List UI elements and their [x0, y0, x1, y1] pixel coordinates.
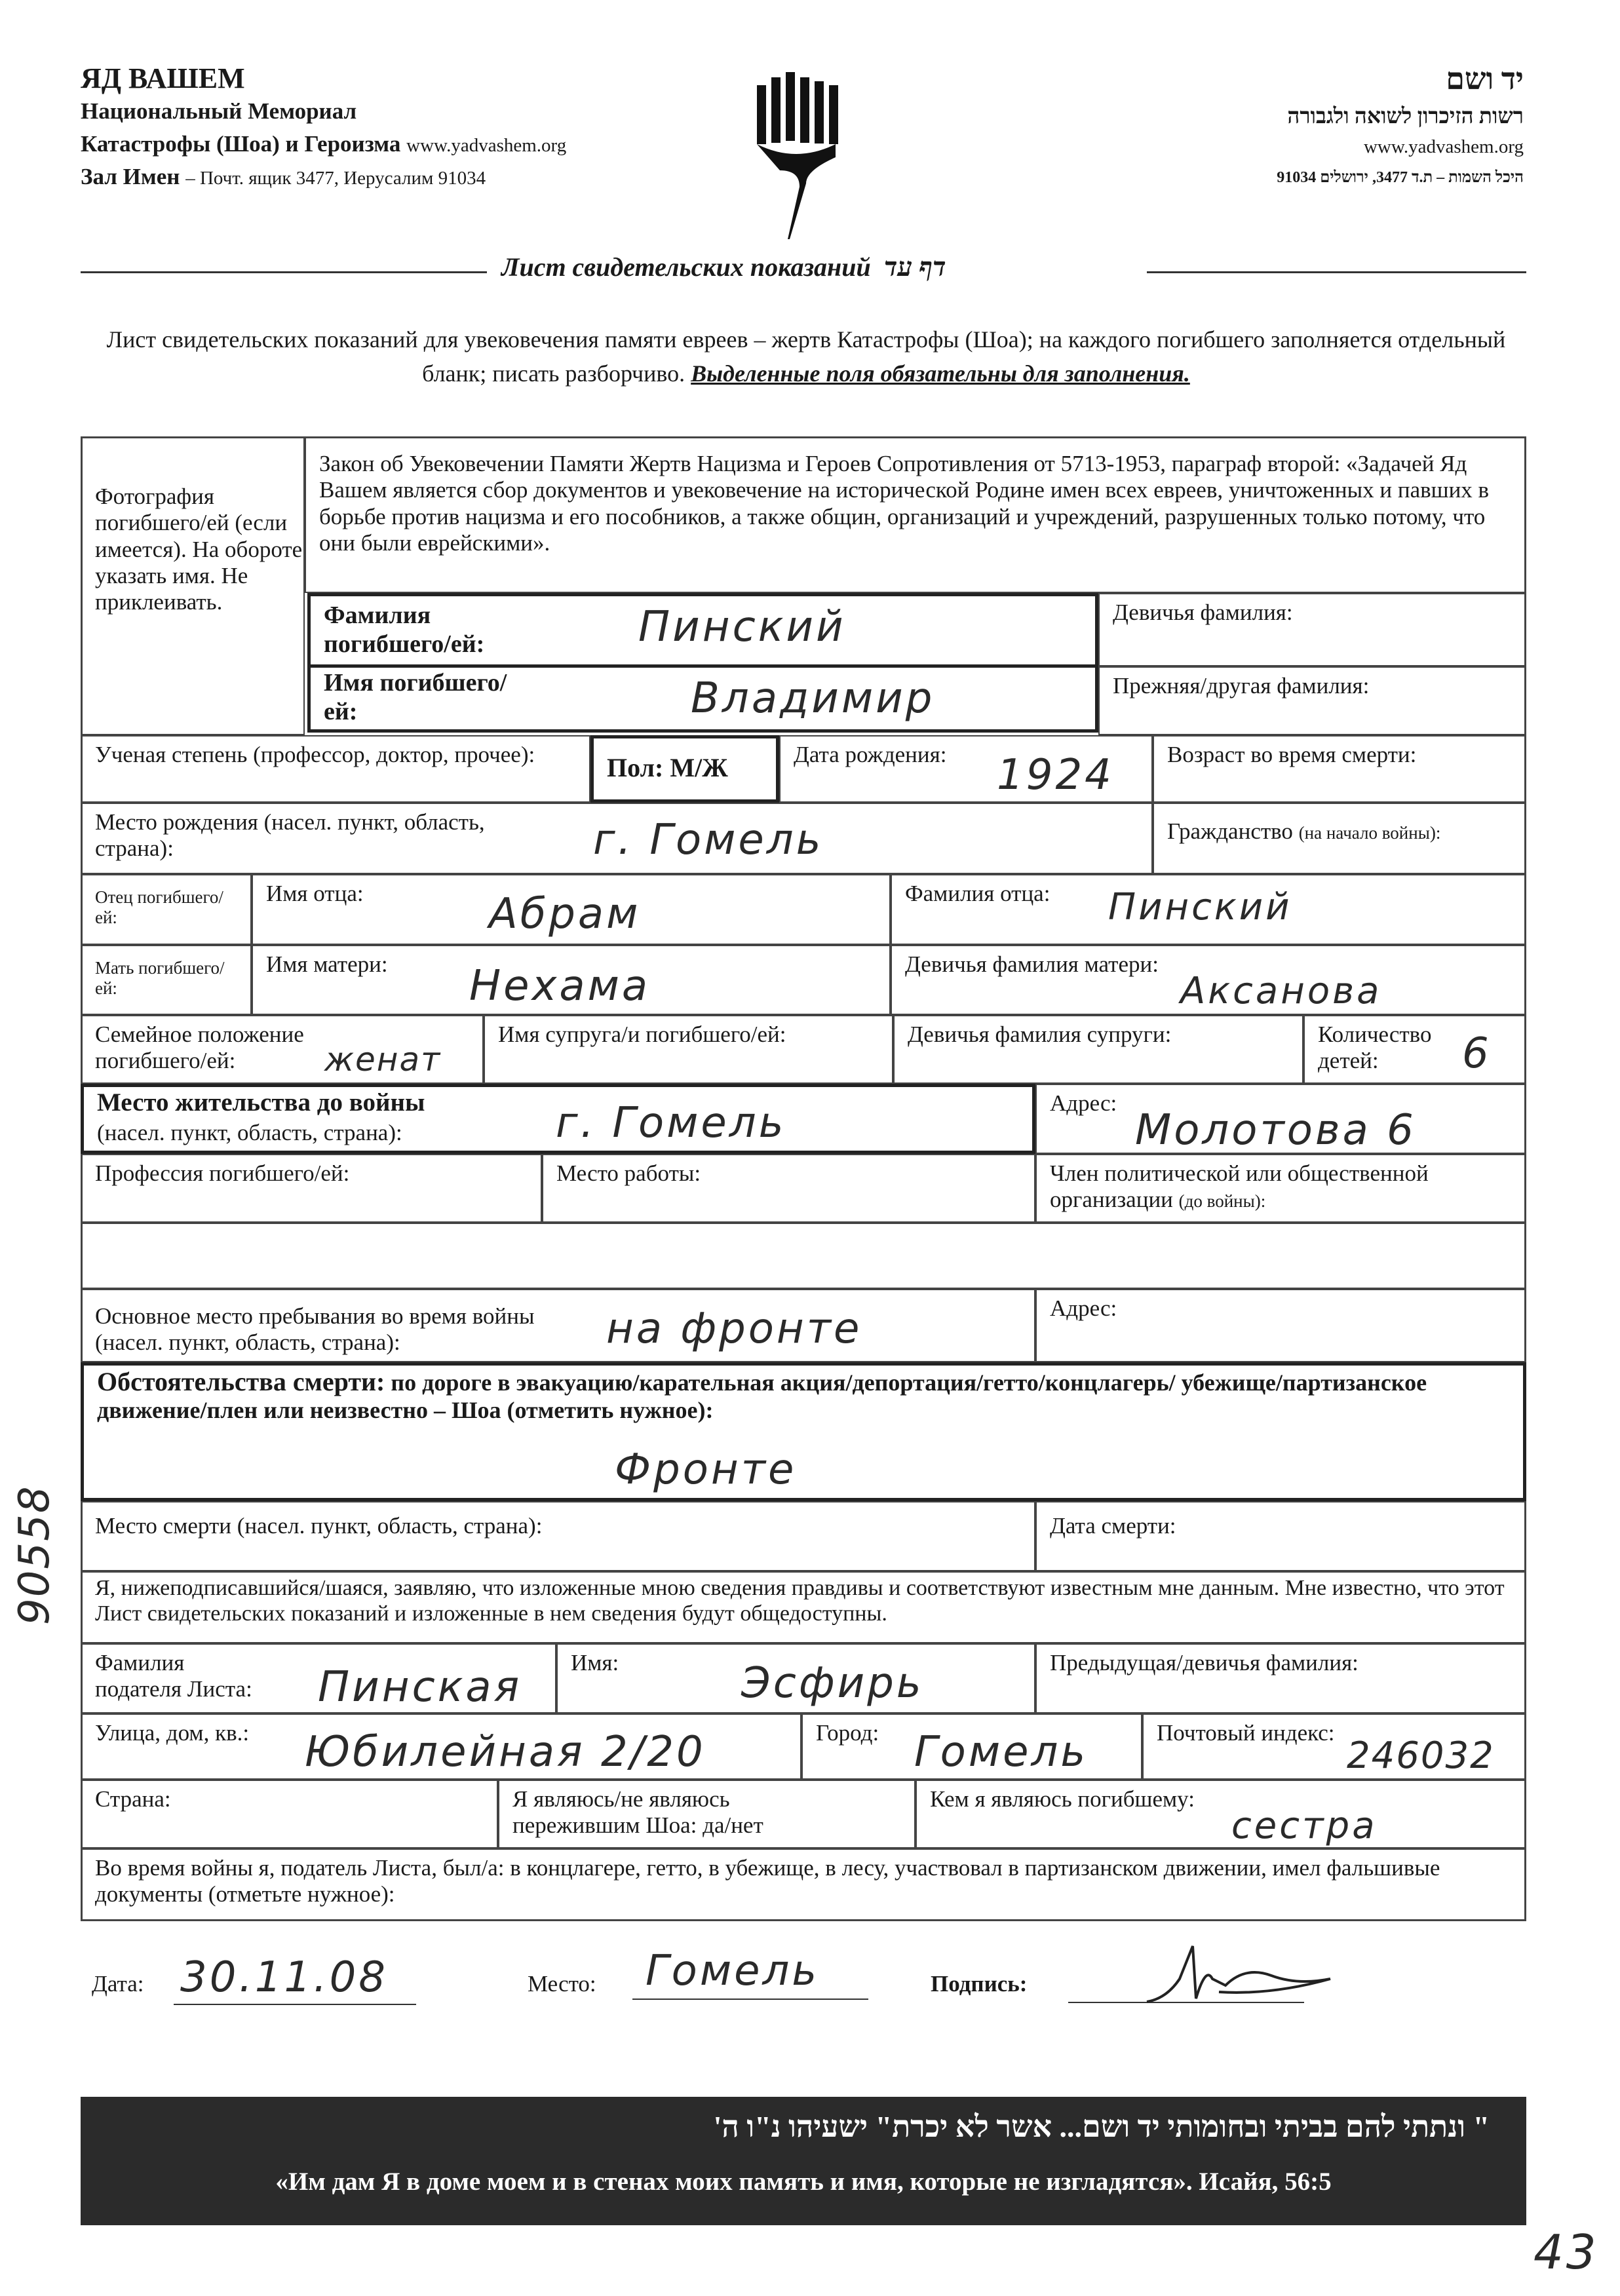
- country-field[interactable]: [81, 1780, 498, 1848]
- title-rule-left: [81, 271, 487, 273]
- org-line3: [81, 164, 486, 190]
- citizenship-field[interactable]: [1153, 803, 1526, 874]
- children-field[interactable]: [1303, 1015, 1526, 1084]
- org-line2-text: Катастрофы (Шоа) и Героизма: [81, 131, 401, 157]
- submitter-surname-value: Пинская: [318, 1663, 522, 1712]
- death-place-field[interactable]: [81, 1501, 1035, 1571]
- submitter-name-field[interactable]: [556, 1643, 1035, 1713]
- residence-value: г. Гомель: [556, 1099, 786, 1147]
- mother-label-cell: [81, 945, 252, 1015]
- father-label-cell: [81, 874, 252, 945]
- org-he-url: www.yadvashem.org: [1363, 136, 1524, 157]
- age-field[interactable]: [1153, 735, 1526, 803]
- postcode-field[interactable]: [1142, 1713, 1526, 1780]
- residence-field[interactable]: [81, 1084, 1035, 1154]
- circumstances-options: по дороге в эвакуацию/карательная акция/депортация/гетто/концлагерь/ убежище/партизанское движение/плен или неизвестно – Шоа (отметить нужное):: [97, 1369, 1427, 1423]
- birth-date-value: 1924: [997, 751, 1114, 799]
- father-name-value: Абрам: [489, 890, 641, 938]
- membership-note: (до войны):: [1178, 1191, 1266, 1212]
- father-name-label: Имя отца:: [266, 881, 364, 906]
- quote-banner: [81, 2097, 1526, 2225]
- org-address: – Почт. ящик 3477, Иерусалим 91034: [185, 168, 486, 189]
- hall-of-names: Зал Имен: [81, 164, 180, 189]
- mother-maiden-label: Девичья фамилия матери:: [905, 951, 1159, 977]
- street-field[interactable]: [81, 1713, 801, 1780]
- circumstances-label: Обстоятельства смерти:: [97, 1367, 385, 1396]
- mother-name-value: Нехама: [469, 962, 651, 1010]
- victim-name-field[interactable]: [307, 664, 1098, 733]
- maiden-name-label: Девичья фамилия:: [1113, 600, 1293, 625]
- submitter-wartime-label: Во время войны я, податель Листа, был/а: в концлагере, гетто, в убежище, в лесу, участвовал в партизанском движении, имел фальшивые документы (отметьте нужное):: [95, 1855, 1440, 1907]
- street-value: Юбилейная 2/20: [305, 1728, 706, 1776]
- mother-name-label: Имя матери:: [266, 951, 388, 977]
- org-line1: Национальный Мемориал: [81, 98, 357, 124]
- citizenship-label: Гражданство: [1167, 818, 1293, 844]
- place-line: [632, 1999, 868, 2000]
- spouse-maiden-label: Девичья фамилия супруги:: [908, 1022, 1172, 1047]
- children-label: Количество детей:: [1318, 1022, 1432, 1074]
- age-label: Возраст во время смерти:: [1167, 742, 1417, 767]
- survivor-label: Я являюсь/не являюсь пережившим Шоа: да/нет: [512, 1786, 763, 1839]
- surname-label: Фамилия погибшего/ей:: [324, 602, 485, 658]
- spouse-label: Имя супруга/и погибшего/ей:: [498, 1022, 786, 1047]
- profession-label: Профессия погибшего/ей:: [95, 1160, 350, 1186]
- spouse-maiden-field[interactable]: [893, 1015, 1303, 1084]
- father-name-field[interactable]: [252, 874, 891, 945]
- sex-field[interactable]: [590, 735, 779, 803]
- relation-field[interactable]: [916, 1780, 1526, 1848]
- wartime-address-field[interactable]: [1035, 1289, 1526, 1362]
- birthplace-value: г. Гомель: [593, 816, 824, 864]
- wartime-address-label: Адрес:: [1050, 1295, 1117, 1321]
- sex-label: Пол: М/Ж: [607, 753, 728, 782]
- citizenship-note: (на начало войны):: [1298, 823, 1441, 843]
- children-value: 6: [1462, 1029, 1492, 1078]
- declaration-cell: [81, 1571, 1526, 1643]
- submitter-prev-name-label: Предыдущая/девичья фамилия:: [1050, 1650, 1359, 1675]
- birthplace-label: Место рождения (насел. пункт, область, страна):: [95, 809, 485, 862]
- org-he-line1: רשות הזיכרון לשואה ולגבורה: [1287, 105, 1524, 128]
- declaration-text: Я, нижеподписавшийся/шаяся, заявляю, что изложенные мною сведения правдивы и соответствуют известным мне данным. Мне известно, что этот Лист свидетельских показаний и изложенные в нем сведения будут общедоступны.: [95, 1576, 1505, 1626]
- name-value: Владимир: [691, 674, 935, 723]
- death-circumstances-field[interactable]: [81, 1362, 1526, 1501]
- death-date-label: Дата смерти:: [1050, 1513, 1176, 1539]
- wartime-place-field[interactable]: [81, 1289, 1035, 1362]
- city-value: Гомель: [914, 1728, 1089, 1776]
- intro-body: Лист свидетельских показаний для увековечения памяти евреев – жертв Катастрофы (Шоа); на каждого погибшего заполняется отдельный бланк; писать разборчиво.: [106, 326, 1506, 387]
- residence-sub-label: (насел. пункт, область, страна):: [97, 1120, 402, 1145]
- address-value: Молотова 6: [1135, 1106, 1416, 1155]
- death-date-field[interactable]: [1035, 1501, 1526, 1571]
- submitter-name-label: Имя:: [571, 1650, 619, 1675]
- place-value[interactable]: Гомель: [646, 1947, 820, 1995]
- mother-maiden-field[interactable]: [891, 945, 1526, 1015]
- form-title: [501, 252, 946, 282]
- circumstances-value: Фронте: [615, 1445, 797, 1494]
- blank-row[interactable]: [81, 1223, 1526, 1289]
- surname-value: Пинский: [638, 603, 846, 651]
- maiden-name-field[interactable]: [1098, 593, 1526, 666]
- city-label: Город:: [816, 1720, 879, 1746]
- signature-image[interactable]: [1140, 1940, 1337, 2018]
- victim-surname-field[interactable]: [307, 593, 1098, 668]
- org-he-address: היכל השמות – ת.ד 3477, ירושלים 91034: [1277, 169, 1524, 186]
- photo-cell: [81, 436, 305, 735]
- wartime-place-label: Основное место пребывания во время войны (насел. пункт, область, страна):: [95, 1303, 535, 1356]
- father-label: Отец погибшего/ей:: [95, 887, 223, 928]
- intro-text: [92, 322, 1520, 391]
- marital-field[interactable]: [81, 1015, 484, 1084]
- org-line2: [81, 131, 566, 157]
- wartime-place-value: на фронте: [606, 1305, 862, 1353]
- form-title-ru: Лист свидетельских показаний: [501, 252, 871, 282]
- law-cell: [305, 436, 1526, 593]
- spouse-name-field[interactable]: [484, 1015, 893, 1084]
- page-number: 43: [1533, 2225, 1599, 2280]
- signature-label: Подпись:: [931, 1971, 1028, 1997]
- mother-maiden-value: Аксанова: [1180, 970, 1382, 1012]
- org-url: www.yadvashem.org: [406, 135, 567, 156]
- mother-name-field[interactable]: [252, 945, 891, 1015]
- profession-field[interactable]: [81, 1154, 542, 1223]
- residence-label: Место жительства до войны: [97, 1088, 425, 1117]
- archive-number: 90558: [10, 1485, 59, 1625]
- relation-value: сестра: [1231, 1805, 1378, 1847]
- photo-instructions: Фотография погибшего/ей (если имеется). На обороте указать имя. Не приклеивать.: [95, 484, 303, 615]
- org-name-he: יד ושם: [1446, 62, 1524, 96]
- banner-hebrew: " ונתתי להם בביתי ובחומותי יד ושם... אשר לא יכרת" ישעיהו נ"ו ה': [713, 2110, 1490, 2143]
- birth-date-label: Дата рождения:: [794, 742, 947, 767]
- marital-value: женат: [324, 1041, 442, 1079]
- survivor-field[interactable]: [498, 1780, 916, 1848]
- date-value[interactable]: 30.11.08: [180, 1953, 388, 2002]
- relation-label: Кем я являюсь погибшему:: [930, 1786, 1195, 1812]
- date-label: Дата:: [92, 1971, 144, 1997]
- birthplace-field[interactable]: [81, 803, 1153, 874]
- submitter-prev-name-field[interactable]: [1035, 1643, 1526, 1713]
- previous-name-field[interactable]: [1098, 666, 1526, 735]
- membership-field[interactable]: [1035, 1154, 1526, 1223]
- date-line: [174, 2004, 416, 2005]
- degree-field[interactable]: [81, 735, 590, 803]
- yad-vashem-logo-icon: [754, 72, 845, 242]
- submitter-surname-label: Фамилия подателя Листа:: [95, 1650, 252, 1702]
- submitter-surname-field[interactable]: [81, 1643, 556, 1713]
- country-label: Страна:: [95, 1786, 171, 1812]
- intro-required: Выделенные поля обязательны для заполнения.: [691, 360, 1190, 387]
- form-title-he: דף עד: [883, 252, 946, 282]
- previous-name-label: Прежняя/другая фамилия:: [1113, 673, 1370, 698]
- postcode-value: 246032: [1347, 1734, 1495, 1777]
- birth-date-field[interactable]: [779, 735, 1153, 803]
- death-place-label: Место смерти (насел. пункт, область, страна):: [95, 1513, 543, 1539]
- address-field[interactable]: [1035, 1084, 1526, 1154]
- submitter-wartime-field[interactable]: [81, 1848, 1526, 1921]
- postcode-label: Почтовый индекс:: [1157, 1720, 1335, 1746]
- name-label: Имя погибшего/ей:: [324, 669, 507, 725]
- membership-label: Член политической или общественной организации: [1050, 1160, 1429, 1213]
- address-label: Адрес:: [1050, 1090, 1117, 1116]
- marital-label: Семейное положение погибшего/ей:: [95, 1022, 304, 1074]
- place-label: Место:: [528, 1971, 596, 1997]
- workplace-field[interactable]: [542, 1154, 1035, 1223]
- org-name-ru: ЯД ВАШЕМ: [81, 62, 245, 94]
- father-surname-label: Фамилия отца:: [905, 881, 1051, 906]
- banner-russian: «Им дам Я в доме моем и в стенах моих память и имя, которые не изгладятся». Исайя, 56:5: [275, 2168, 1332, 2196]
- degree-label: Ученая степень (профессор, доктор, прочее):: [95, 742, 535, 767]
- workplace-label: Место работы:: [556, 1160, 701, 1186]
- title-rule-right: [1147, 271, 1526, 273]
- father-surname-field[interactable]: [891, 874, 1526, 945]
- street-label: Улица, дом, кв.:: [95, 1720, 250, 1746]
- mother-label: Мать погибшего/ей:: [95, 958, 225, 999]
- city-field[interactable]: [801, 1713, 1142, 1780]
- submitter-name-value: Эсфирь: [741, 1659, 924, 1708]
- father-surname-value: Пинский: [1108, 886, 1292, 928]
- law-text: Закон об Увековечении Памяти Жертв Нацизма и Героев Сопротивления от 5713-1953, параграф второй: «Задачей Яд Вашем является сбор документов и увековечение на исторической Родине имен всех евреев, уничтоженных и павших в борьбе против нацизма и его пособников, а также общин, организаций и учреждений, разрушенных только потому, что они были еврейскими».: [319, 451, 1490, 556]
